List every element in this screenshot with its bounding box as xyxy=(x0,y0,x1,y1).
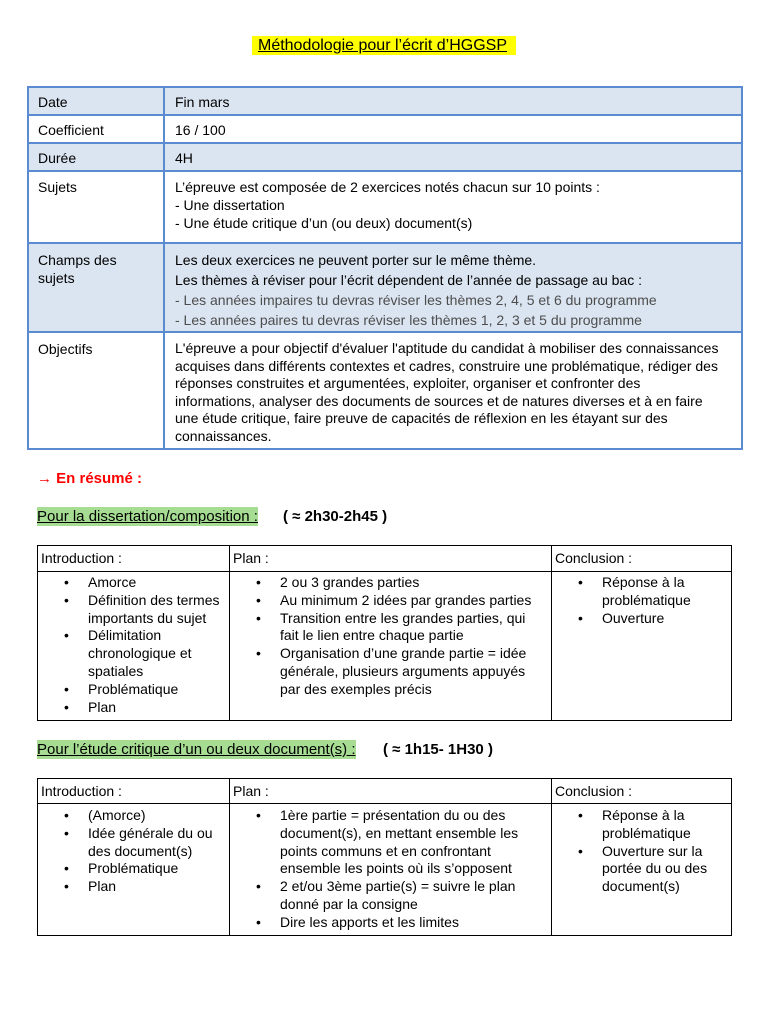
plan-cell xyxy=(230,804,552,935)
conclusion-list xyxy=(552,572,731,627)
list-item: • Organisation d’une grande partie = idée générale, plusieurs arguments appuyés par des exemples précis xyxy=(230,645,551,698)
info-label: Champs des sujets xyxy=(38,252,117,286)
list-item: • Réponse à la problématique xyxy=(552,574,731,610)
info-value-cell xyxy=(165,144,741,170)
info-value-line: - Une étude critique d’un (ou deux) document(s) xyxy=(175,215,473,231)
info-table xyxy=(27,86,743,450)
table-header-row xyxy=(38,779,731,804)
etude-critique-table xyxy=(37,778,732,936)
info-label-cell xyxy=(29,88,165,114)
column-header-plan: Plan : xyxy=(230,779,552,803)
info-label: Sujets xyxy=(38,179,77,195)
info-value-line: Fin mars xyxy=(175,94,230,110)
list-item: • Définition des termes importants du sujet xyxy=(38,592,229,628)
info-value-line: 4H xyxy=(175,150,193,166)
dissertation-table xyxy=(37,545,732,721)
info-label: Objectifs xyxy=(38,341,93,357)
etude-critique-heading-text: Pour l’étude critique d’un ou deux document(s) : xyxy=(37,741,356,758)
info-label-cell xyxy=(29,144,165,170)
info-label: Durée xyxy=(38,150,77,166)
summary-heading: → En résumé : xyxy=(37,470,143,487)
introduction-list xyxy=(38,804,229,896)
etude-critique-duration: ( ≈ 1h15- 1H30 ) xyxy=(383,741,493,758)
info-value-cell xyxy=(165,172,741,242)
list-item: • Délimitation chronologique et spatiales xyxy=(38,627,229,680)
list-item: • Transition entre les grandes parties, qui fait le lien entre chaque partie xyxy=(230,610,551,646)
info-value-cell xyxy=(165,244,741,331)
info-value-line: Les thèmes à réviser pour l’écrit dépendent de l’année de passage au bac : xyxy=(175,272,642,288)
list-item: • Idée générale du ou des document(s) xyxy=(38,825,229,861)
info-value-line: - Les années impaires tu devras réviser les thèmes 2, 4, 5 et 6 du programme xyxy=(175,292,657,308)
info-value-cell xyxy=(165,116,741,142)
column-header-introduction: Introduction : xyxy=(38,779,230,803)
info-value-line: une étude critique, faire preuve de capacités de réflexion en les étayant sur des xyxy=(175,410,668,427)
info-value-line: Les deux exercices ne peuvent porter sur le même thème. xyxy=(175,252,537,268)
info-value-line: L'épreuve a pour objectif d'évaluer l'aptitude du candidat à mobiliser des connaissances xyxy=(175,340,719,356)
column-header-conclusion: Conclusion : xyxy=(555,783,633,799)
info-value-line: - Les années paires tu devras réviser les thèmes 1, 2, 3 et 5 du programme xyxy=(175,312,642,328)
table-body-row xyxy=(38,804,731,935)
info-row-objectifs xyxy=(27,331,743,450)
introduction-cell xyxy=(38,804,230,935)
info-label-cell xyxy=(29,333,165,448)
page-title: Méthodologie pour l’écrit d’HGGSP xyxy=(252,36,516,55)
list-item: • Dire les apports et les limites xyxy=(230,914,551,932)
list-item: • Plan xyxy=(38,878,229,896)
info-value-line: L’épreuve est composée de 2 exercices notés chacun sur 10 points : xyxy=(175,179,600,195)
plan-cell xyxy=(230,572,552,720)
info-row-coefficient xyxy=(27,114,743,142)
list-item: • 2 et/ou 3ème partie(s) = suivre le plan donné par la consigne xyxy=(230,878,551,914)
info-label: Date xyxy=(38,94,68,110)
table-body-row xyxy=(38,572,731,720)
info-row-sujets xyxy=(27,170,743,242)
info-value-line: réponses construites et argumentées, exploiter, organiser et confronter des xyxy=(175,375,641,392)
list-item: • 2 ou 3 grandes parties xyxy=(230,574,551,592)
info-value-line: informations, analyser des documents de sources et de natures diverses et à en faire xyxy=(175,392,703,409)
info-row-date xyxy=(27,86,743,114)
info-value-line: connaissances. xyxy=(175,427,272,444)
conclusion-cell xyxy=(552,572,731,720)
list-item: • Problématique xyxy=(38,860,229,878)
plan-list xyxy=(230,804,551,932)
title-line xyxy=(0,36,768,56)
list-item: • (Amorce) xyxy=(38,807,229,825)
plan-list xyxy=(230,572,551,699)
info-row-duree xyxy=(27,142,743,170)
info-value-line: acquises dans différents contextes et cadres, construire une problématique, rédiger des xyxy=(175,357,718,374)
table-header-row xyxy=(38,546,731,572)
column-header-plan: Plan : xyxy=(230,546,552,571)
info-label: Coefficient xyxy=(38,122,104,138)
dissertation-heading-text: Pour la dissertation/composition : xyxy=(37,508,258,525)
list-item: • 1ère partie = présentation du ou des document(s), en mettant ensemble les points communs et en confrontant ensemble les points où ils s’opposent xyxy=(230,807,551,878)
dissertation-heading xyxy=(37,507,258,527)
dissertation-duration: ( ≈ 2h30-2h45 ) xyxy=(283,508,388,525)
list-item: • Au minimum 2 idées par grandes parties xyxy=(230,592,551,610)
list-item: • Amorce xyxy=(38,574,229,592)
column-header-introduction: Introduction : xyxy=(38,546,230,571)
conclusion-cell xyxy=(552,804,731,935)
info-value-cell xyxy=(165,88,741,114)
info-value-line: 16 / 100 xyxy=(175,122,226,138)
info-value-cell xyxy=(165,333,741,448)
introduction-list xyxy=(38,572,229,716)
list-item: • Ouverture sur la portée du ou des document(s) xyxy=(552,843,731,896)
info-label-cell xyxy=(29,172,165,242)
info-label-cell xyxy=(29,116,165,142)
introduction-cell xyxy=(38,572,230,720)
list-item: • Réponse à la problématique xyxy=(552,807,731,843)
list-item: • Plan xyxy=(38,699,229,717)
info-value-line: - Une dissertation xyxy=(175,197,285,213)
info-row-champs xyxy=(27,242,743,331)
conclusion-list xyxy=(552,804,731,896)
list-item: • Ouverture xyxy=(552,610,731,628)
column-header-conclusion: Conclusion : xyxy=(555,550,633,566)
list-item: • Problématique xyxy=(38,681,229,699)
etude-critique-heading xyxy=(37,740,356,760)
info-label-cell xyxy=(29,244,165,331)
